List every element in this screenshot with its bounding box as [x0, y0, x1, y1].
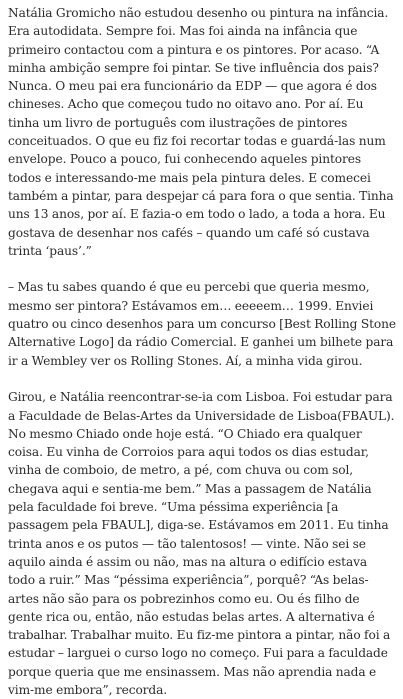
article-paragraph: Girou, e Natália reencontrar-se-ia com Lisboa. Foi estudar para a Faculdade de Belas-Artes da Universidade de Lisboa(FBAUL). No mesmo Chiado onde hoje está. “O Chiado era qualquer coisa. Eu vinha de Corroios para aqui todos os dias estudar, vinha de comboio, de metro, a pé, com chuva ou com sol, chegava aqui e sentia-me bem.” Mas a passagem de Natália pela faculdade foi breve. “Uma péssima experiência [a passagem pela FBAUL], diga-se. Estávamos em 2011. Eu tinha trinta anos e os putos — tão talentosos! — vinte. Não sei se aquilo ainda é assim ou não, mas na altura o edifício estava todo a ruir.” Mas “péssima experiência”, porquê? “As belas-artes não são para os pobrezinhos como eu. Ou és filho de gente rica ou, então, não estudas belas artes. A alternativa é trabalhar. Trabalhar muito. Eu fiz-me pintora a pintar, não foi a estudar – larguei o curso logo no começo. Fui para a faculdade porque queria que me ensinassem. Mas não aprendia nada e vim-me embora”, recorda.	[8, 390, 395, 697]
article-body	[8, 4, 396, 699]
article-paragraph: – Mas tu sabes quando é que eu percebi que queria mesmo, mesmo ser pintora? Estávamos em… eeeeem… 1999. Enviei quatro ou cinco desenhos para um concurso [Best Rolling Stone Alternative Logo] da rádio Comercial. E ganhei um bilhete para ir a Wembley ver os Rolling Stones. Aí, a minha vida girou.	[8, 280, 396, 368]
article-paragraph: Natália Gromicho não estudou desenho ou pintura na infância. Era autodidata. Sempre foi. Mas foi ainda na infância que primeiro contactou com a pintura e os pintores. Por acaso. “A minha ambição sempre foi pintar. Se tive influência dos pais? Nunca. O meu pai era funcionário da EDP — que agora é dos chineses. Acho que começou tudo no oitavo ano. Por aí. Eu tinha um livro de português com ilustrações de pintores conceituados. O que eu fiz foi recortar todas e guardá-las num envelope. Pouco a pouco, fui conhecendo aqueles pintores todos e interessando-me mais pela pintura deles. E comecei também a pintar, para despejar cá para fora o que sentia. Tinha uns 13 anos, por aí. E fazia-o em todo o lado, a toda a hora. Eu gostava de desenhar nos cafés – quando um café só custava trinta ‘paus’.”	[8, 6, 394, 258]
